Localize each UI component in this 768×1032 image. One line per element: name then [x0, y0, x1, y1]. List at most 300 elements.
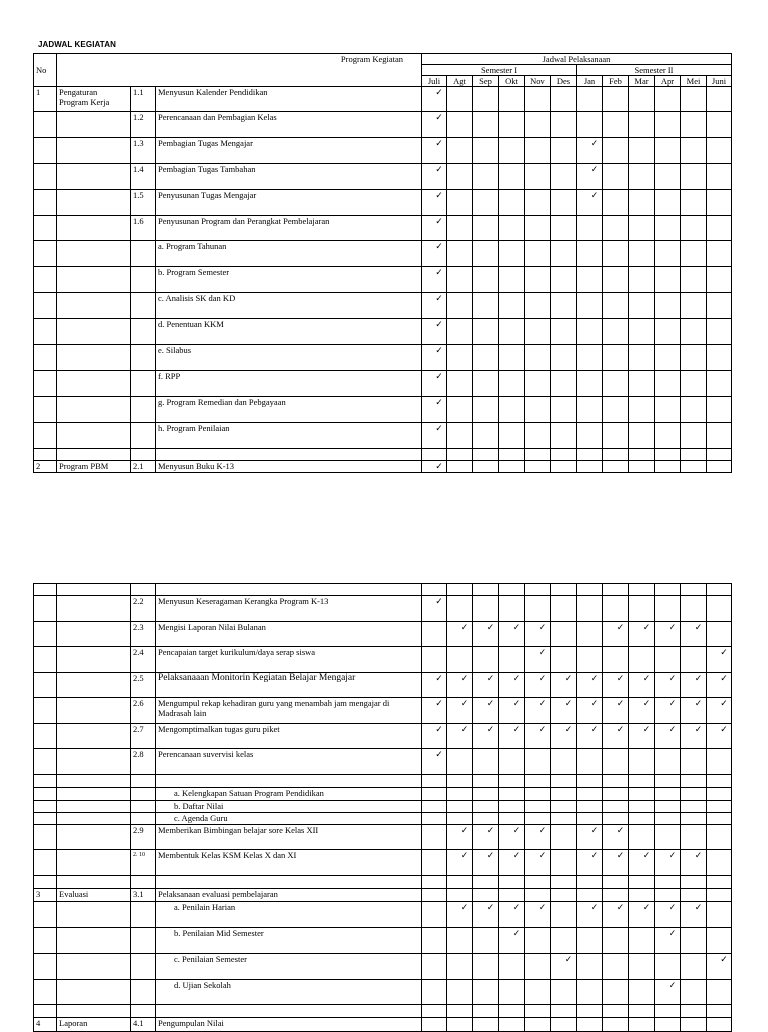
row-number — [34, 813, 57, 825]
check-mark-icon: ✓ — [590, 826, 599, 836]
month-cell — [525, 241, 551, 267]
row-item-number — [131, 928, 156, 954]
month-cell — [447, 889, 473, 902]
check-mark-icon: ✓ — [486, 903, 495, 913]
table-row — [34, 596, 732, 622]
month-cell — [473, 1018, 499, 1032]
month-cell — [525, 1018, 551, 1032]
month-cell — [655, 801, 681, 813]
check-mark-icon: ✓ — [435, 372, 443, 382]
month-cell — [603, 345, 629, 371]
month-cell — [577, 138, 603, 164]
row-number — [34, 241, 57, 267]
row-item-number — [131, 449, 156, 461]
month-cell — [551, 673, 577, 698]
check-mark-icon: ✓ — [435, 699, 443, 709]
month-cell — [707, 190, 732, 216]
month-cell — [422, 954, 447, 980]
table-row — [34, 87, 732, 112]
month-cell — [499, 813, 525, 825]
month-cell — [629, 138, 655, 164]
month-cell — [447, 584, 473, 596]
month-cell — [681, 461, 707, 473]
month-cell — [525, 216, 551, 241]
row-activity: Penyusunan Program dan Perangkat Pembelajaran — [156, 216, 422, 241]
month-cell — [629, 850, 655, 876]
month-cell — [525, 164, 551, 190]
month-cell — [681, 825, 707, 850]
month-cell — [422, 449, 447, 461]
month-cell — [707, 319, 732, 345]
month-cell — [577, 87, 603, 112]
month-cell — [655, 749, 681, 775]
check-mark-icon: ✓ — [435, 191, 443, 201]
row-category — [57, 345, 131, 371]
month-cell — [473, 788, 499, 801]
month-cell — [707, 267, 732, 293]
month-cell — [603, 801, 629, 813]
month-cell — [681, 241, 707, 267]
row-item-number — [131, 775, 156, 788]
row-category — [57, 825, 131, 850]
month-cell — [551, 87, 577, 112]
row-category — [57, 112, 131, 138]
row-category — [57, 801, 131, 813]
month-cell — [473, 461, 499, 473]
row-item-number — [131, 902, 156, 928]
check-mark-icon: ✓ — [486, 725, 495, 735]
month-cell — [447, 190, 473, 216]
month-cell — [447, 345, 473, 371]
check-mark-icon: ✓ — [590, 674, 599, 684]
check-mark-icon: ✓ — [512, 851, 521, 861]
row-activity: Perencanaan suvervisi kelas — [156, 749, 422, 775]
month-cell — [473, 190, 499, 216]
row-item-number: 2.2 — [131, 596, 156, 622]
month-cell — [577, 813, 603, 825]
month-cell — [707, 1018, 732, 1032]
month-cell — [655, 889, 681, 902]
month-cell — [525, 673, 551, 698]
month-cell — [629, 319, 655, 345]
check-mark-icon: ✓ — [590, 851, 599, 861]
month-cell — [499, 190, 525, 216]
month-cell — [629, 1018, 655, 1032]
month-cell — [525, 138, 551, 164]
row-activity: Mengisi Laporan Nilai Bulanan — [156, 622, 422, 647]
month-cell — [447, 647, 473, 673]
check-mark-icon: ✓ — [512, 826, 521, 836]
month-cell — [525, 698, 551, 724]
month-cell — [525, 724, 551, 749]
month-cell — [577, 241, 603, 267]
month-cell — [499, 724, 525, 749]
month-cell — [603, 319, 629, 345]
month-cell — [525, 319, 551, 345]
month-cell — [681, 397, 707, 423]
month-cell — [499, 164, 525, 190]
table-row — [34, 164, 732, 190]
month-cell — [473, 371, 499, 397]
month-cell — [629, 112, 655, 138]
row-activity: Pelaksanaan evaluasi pembelajaran — [156, 889, 422, 902]
check-mark-icon: ✓ — [435, 725, 443, 735]
month-cell — [655, 698, 681, 724]
table-row — [34, 1018, 732, 1032]
month-cell — [577, 980, 603, 1005]
month-cell — [577, 954, 603, 980]
month-cell — [629, 980, 655, 1005]
month-cell — [629, 584, 655, 596]
month-cell — [447, 850, 473, 876]
month-cell — [473, 241, 499, 267]
month-cell — [525, 902, 551, 928]
month-cell — [499, 698, 525, 724]
month-cell — [629, 190, 655, 216]
table-row — [34, 449, 732, 461]
month-cell — [655, 449, 681, 461]
month-cell — [473, 902, 499, 928]
check-mark-icon: ✓ — [668, 699, 677, 709]
month-cell — [551, 850, 577, 876]
check-mark-icon: ✓ — [642, 725, 651, 735]
month-cell — [473, 647, 499, 673]
month-cell — [681, 112, 707, 138]
month-cell — [707, 397, 732, 423]
row-category — [57, 673, 131, 698]
month-cell — [422, 813, 447, 825]
month-cell — [499, 673, 525, 698]
month-cell — [447, 876, 473, 889]
month-cell — [629, 622, 655, 647]
month-cell — [499, 397, 525, 423]
month-cell — [422, 190, 447, 216]
month-cell — [551, 928, 577, 954]
row-number — [34, 267, 57, 293]
month-cell — [525, 584, 551, 596]
month-cell — [707, 724, 732, 749]
check-mark-icon: ✓ — [668, 725, 677, 735]
month-cell — [473, 87, 499, 112]
month-cell — [551, 954, 577, 980]
month-cell — [629, 876, 655, 889]
table-row — [34, 813, 732, 825]
row-number — [34, 749, 57, 775]
month-cell — [551, 902, 577, 928]
table-row — [34, 190, 732, 216]
table-row — [34, 724, 732, 749]
row-activity: Menyusun Buku K-13 — [156, 461, 422, 473]
row-number — [34, 954, 57, 980]
month-cell — [681, 813, 707, 825]
month-cell — [499, 371, 525, 397]
table-row — [34, 850, 732, 876]
row-category — [57, 241, 131, 267]
row-item-number: 1.4 — [131, 164, 156, 190]
month-cell — [629, 449, 655, 461]
month-cell — [655, 902, 681, 928]
header-month: Agt — [447, 76, 473, 87]
month-cell — [422, 1005, 447, 1018]
month-cell — [473, 622, 499, 647]
row-item-number: 4.1 — [131, 1018, 156, 1032]
month-cell — [603, 164, 629, 190]
month-cell — [422, 928, 447, 954]
month-cell — [499, 87, 525, 112]
month-cell — [655, 788, 681, 801]
month-cell — [447, 1018, 473, 1032]
check-mark-icon: ✓ — [538, 851, 547, 861]
month-cell — [577, 673, 603, 698]
check-mark-icon: ✓ — [460, 674, 469, 684]
month-cell — [655, 319, 681, 345]
month-cell — [629, 813, 655, 825]
month-cell — [551, 647, 577, 673]
header-month: Jan — [577, 76, 603, 87]
month-cell — [447, 216, 473, 241]
month-cell — [603, 749, 629, 775]
check-mark-icon: ✓ — [590, 139, 599, 149]
month-cell — [655, 584, 681, 596]
row-activity: Menyusun Kalender Pendidikan — [156, 87, 422, 112]
month-cell — [447, 449, 473, 461]
month-cell — [422, 876, 447, 889]
month-cell — [603, 902, 629, 928]
header-month: Okt — [499, 76, 525, 87]
month-cell — [603, 138, 629, 164]
month-cell — [603, 87, 629, 112]
row-item-number — [131, 1005, 156, 1018]
month-cell — [473, 889, 499, 902]
month-cell — [525, 397, 551, 423]
month-cell — [422, 673, 447, 698]
row-category — [57, 850, 131, 876]
row-category — [57, 293, 131, 319]
table-row — [34, 241, 732, 267]
month-cell — [422, 622, 447, 647]
month-cell — [551, 319, 577, 345]
month-cell — [473, 724, 499, 749]
row-category — [57, 647, 131, 673]
row-activity: Memberikan Bimbingan belajar sore Kelas XII — [156, 825, 422, 850]
month-cell — [707, 954, 732, 980]
month-cell — [422, 241, 447, 267]
month-cell — [655, 813, 681, 825]
month-cell — [551, 698, 577, 724]
row-number — [34, 423, 57, 449]
month-cell — [473, 1005, 499, 1018]
header-jadwal: Jadwal Pelaksanaan — [422, 54, 732, 65]
month-cell — [525, 112, 551, 138]
month-cell — [447, 724, 473, 749]
row-number — [34, 584, 57, 596]
row-category — [57, 622, 131, 647]
month-cell — [499, 267, 525, 293]
month-cell — [551, 461, 577, 473]
month-cell — [707, 801, 732, 813]
month-cell — [551, 449, 577, 461]
month-cell — [603, 461, 629, 473]
check-mark-icon: ✓ — [720, 648, 728, 658]
month-cell — [603, 698, 629, 724]
month-cell — [629, 345, 655, 371]
row-activity: Pembagian Tugas Mengajar — [156, 138, 422, 164]
month-cell — [577, 825, 603, 850]
row-category — [57, 371, 131, 397]
row-activity: f. RPP — [156, 371, 422, 397]
header-month: Juli — [422, 76, 447, 87]
month-cell — [422, 749, 447, 775]
month-cell — [447, 423, 473, 449]
month-cell — [655, 724, 681, 749]
header-month: Sep — [473, 76, 499, 87]
header-month: Feb — [603, 76, 629, 87]
table-row — [34, 647, 732, 673]
month-cell — [629, 267, 655, 293]
month-cell — [603, 825, 629, 850]
table-row — [34, 788, 732, 801]
month-cell — [603, 596, 629, 622]
table-row — [34, 928, 732, 954]
month-cell — [447, 461, 473, 473]
month-cell — [551, 423, 577, 449]
month-cell — [681, 850, 707, 876]
row-activity: b. Program Semester — [156, 267, 422, 293]
month-cell — [551, 801, 577, 813]
month-cell — [422, 267, 447, 293]
month-cell — [707, 596, 732, 622]
month-cell — [577, 596, 603, 622]
month-cell — [629, 241, 655, 267]
row-number: 4 — [34, 1018, 57, 1032]
month-cell — [603, 724, 629, 749]
check-mark-icon: ✓ — [694, 851, 703, 861]
month-cell — [422, 293, 447, 319]
row-number: 1 — [34, 87, 57, 112]
row-activity — [156, 775, 422, 788]
month-cell — [655, 825, 681, 850]
check-mark-icon: ✓ — [435, 750, 443, 760]
month-cell — [422, 397, 447, 423]
row-activity — [156, 876, 422, 889]
month-cell — [577, 850, 603, 876]
month-cell — [707, 138, 732, 164]
table-row — [34, 584, 732, 596]
month-cell — [447, 319, 473, 345]
month-cell — [473, 980, 499, 1005]
row-category — [57, 698, 131, 724]
month-cell — [499, 241, 525, 267]
month-cell — [473, 345, 499, 371]
check-mark-icon: ✓ — [564, 955, 573, 965]
row-item-number — [131, 423, 156, 449]
month-cell — [422, 584, 447, 596]
row-category: Pengaturan Program Kerja — [57, 87, 131, 112]
month-cell — [629, 954, 655, 980]
month-cell — [681, 138, 707, 164]
check-mark-icon: ✓ — [590, 165, 599, 175]
check-mark-icon: ✓ — [616, 623, 625, 633]
month-cell — [499, 461, 525, 473]
month-cell — [499, 749, 525, 775]
row-activity: Perencanaan dan Pembagian Kelas — [156, 112, 422, 138]
month-cell — [525, 647, 551, 673]
month-cell — [447, 622, 473, 647]
check-mark-icon: ✓ — [435, 139, 443, 149]
month-cell — [603, 954, 629, 980]
month-cell — [655, 112, 681, 138]
table-row — [34, 876, 732, 889]
row-activity: d. Penentuan KKM — [156, 319, 422, 345]
month-cell — [655, 596, 681, 622]
row-number — [34, 928, 57, 954]
month-cell — [473, 216, 499, 241]
check-mark-icon: ✓ — [512, 903, 521, 913]
month-cell — [551, 622, 577, 647]
month-cell — [629, 698, 655, 724]
month-cell — [655, 850, 681, 876]
month-cell — [473, 801, 499, 813]
month-cell — [629, 164, 655, 190]
table-row — [34, 1005, 732, 1018]
month-cell — [525, 928, 551, 954]
check-mark-icon: ✓ — [668, 929, 677, 939]
month-cell — [629, 724, 655, 749]
month-cell — [603, 241, 629, 267]
check-mark-icon: ✓ — [616, 674, 625, 684]
check-mark-icon: ✓ — [538, 648, 547, 658]
check-mark-icon: ✓ — [512, 699, 521, 709]
table-row — [34, 267, 732, 293]
month-cell — [603, 397, 629, 423]
month-cell — [422, 788, 447, 801]
row-item-number: 1.6 — [131, 216, 156, 241]
month-cell — [551, 749, 577, 775]
month-cell — [525, 876, 551, 889]
month-cell — [707, 461, 732, 473]
month-cell — [525, 813, 551, 825]
month-cell — [707, 698, 732, 724]
check-mark-icon: ✓ — [616, 699, 625, 709]
month-cell — [551, 267, 577, 293]
month-cell — [473, 138, 499, 164]
check-mark-icon: ✓ — [538, 674, 547, 684]
row-number — [34, 164, 57, 190]
month-cell — [551, 1018, 577, 1032]
month-cell — [422, 775, 447, 788]
month-cell — [603, 584, 629, 596]
month-cell — [655, 461, 681, 473]
month-cell — [707, 749, 732, 775]
row-item-number — [131, 397, 156, 423]
row-category — [57, 813, 131, 825]
month-cell — [473, 813, 499, 825]
month-cell — [499, 850, 525, 876]
month-cell — [655, 138, 681, 164]
row-number — [34, 345, 57, 371]
check-mark-icon: ✓ — [694, 903, 703, 913]
row-item-number — [131, 954, 156, 980]
month-cell — [577, 449, 603, 461]
month-cell — [525, 980, 551, 1005]
month-cell — [603, 647, 629, 673]
month-cell — [447, 112, 473, 138]
month-cell — [629, 397, 655, 423]
month-cell — [655, 293, 681, 319]
month-cell — [551, 876, 577, 889]
month-cell — [707, 876, 732, 889]
month-cell — [447, 371, 473, 397]
